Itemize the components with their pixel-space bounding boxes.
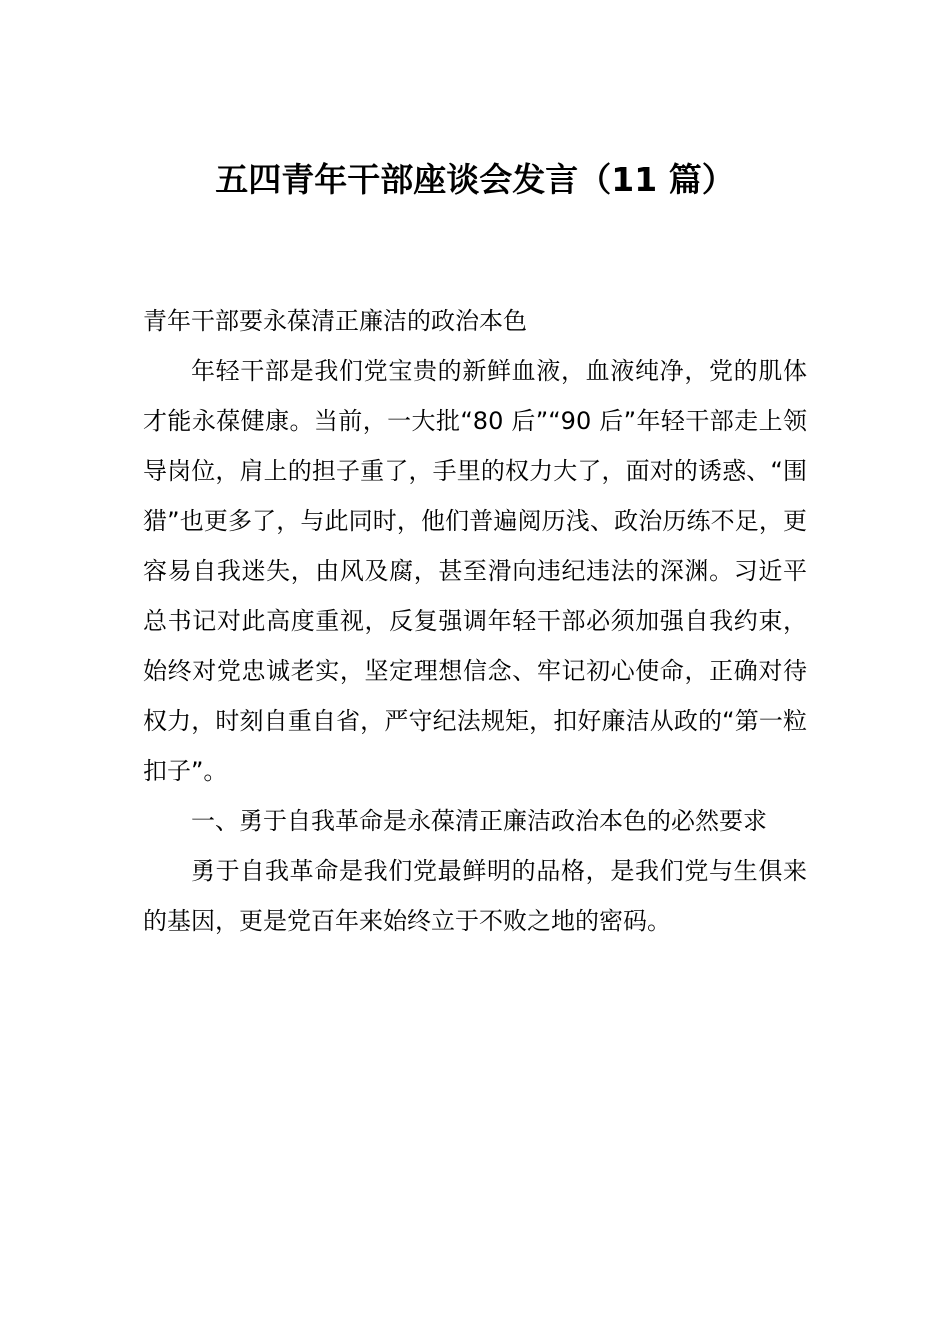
document-title: 五四青年干部座谈会发言（11 篇） (215, 160, 735, 199)
section-heading-1: 一、勇于自我革命是永葆清正廉洁政治本色的必然要求 (191, 807, 767, 835)
section-subtitle: 青年干部要永葆清正廉洁的政治本色 (143, 307, 527, 335)
paragraph-self-revolution: 勇于自我革命是我们党最鲜明的品格，是我们党与生俱来的基因，更是党百年来始终立于不败之地的密码。 (143, 857, 807, 935)
paragraph-intro: 年轻干部是我们党宝贵的新鲜血液，血液纯净，党的肌体才能永葆健康。当前，一大批“80 后”“90 后”年轻干部走上领导岗位，肩上的担子重了，手里的权力大了，面对的诱惑、“围猎”也更多了，与此同时，他们普遍阅历浅、政治历练不足，更容易自我迷失，由风及腐，甚至滑向违纪违法的深渊。习近平总书记对此高度重视，反复强调年轻干部必须加强自我约束，始终对党忠诚老实，坚定理想信念、牢记初心使命，正确对待权力，时刻自重自省，严守纪法规矩，扣好廉洁从政的“第一粒扣子”。 (143, 357, 807, 785)
document-body (143, 296, 807, 946)
